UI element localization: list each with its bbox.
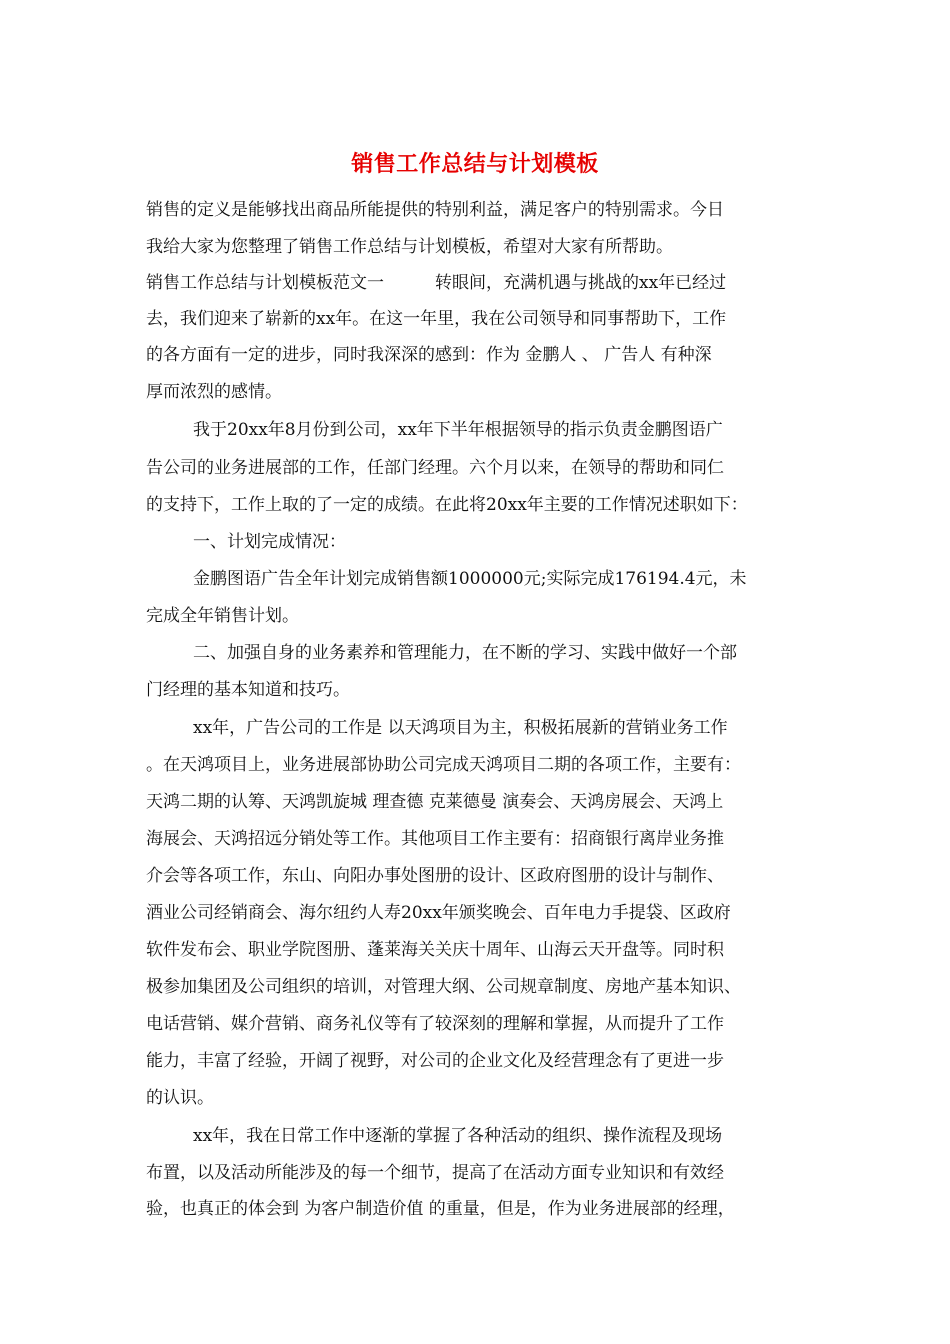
body-line: 我给大家为您整理了销售工作总结与计划模板，希望对大家有所帮助。 bbox=[146, 237, 673, 257]
body-line: 软件发布会、职业学院图册、蓬莱海关关庆十周年、山海云天开盘等。同时积 bbox=[146, 940, 724, 960]
body-line: 销售的定义是能够找出商品所能提供的特别利益，满足客户的特别需求。今日 bbox=[146, 200, 724, 220]
body-line: 验，也真正的体会到 为客户制造价值 的重量，但是，作为业务进展部的经理， bbox=[146, 1199, 735, 1219]
body-line: 厚而浓烈的感情。 bbox=[146, 382, 282, 402]
body-line: 销售工作总结与计划模板范文一 转眼间，充满机遇与挑战的xx年已经过 bbox=[146, 273, 727, 293]
body-line: 电话营销、媒介营销、商务礼仪等有了较深刻的理解和掌握，从而提升了工作 bbox=[146, 1014, 724, 1034]
body-line: 布置，以及活动所能涉及的每一个细节，提高了在活动方面专业知识和有效经 bbox=[146, 1163, 724, 1183]
body-line: 门经理的基本知道和技巧。 bbox=[146, 680, 350, 700]
body-line: 我于20xx年8月份到公司，xx年下半年根据领导的指示负责金鹏图语广 bbox=[193, 420, 723, 440]
body-line: 去，我们迎来了崭新的xx年。在这一年里，我在公司领导和同事帮助下，工作 bbox=[146, 309, 727, 329]
document-title: 销售工作总结与计划模板 bbox=[351, 151, 599, 177]
body-line: 二、加强自身的业务素养和管理能力，在不断的学习、实践中做好一个部 bbox=[193, 643, 737, 663]
body-line: 一、计划完成情况： bbox=[193, 532, 346, 552]
body-line: 完成全年销售计划。 bbox=[146, 606, 299, 626]
body-line: 能力，丰富了经验，开阔了视野，对公司的企业文化及经营理念有了更进一步 bbox=[146, 1051, 724, 1071]
body-line: 的各方面有一定的进步，同时我深深的感到：作为 金鹏人 、 广告人 有种深 bbox=[146, 345, 712, 365]
body-line: 的支持下，工作上取的了一定的成绩。在此将20xx年主要的工作情况述职如下： bbox=[146, 495, 748, 515]
body-line: 金鹏图语广告全年计划完成销售额1000000元;实际完成176194.4元，未 bbox=[193, 569, 747, 589]
body-line: 介会等各项工作，东山、向阳办事处图册的设计、区政府图册的设计与制作、 bbox=[146, 866, 724, 886]
body-line: 的认识。 bbox=[146, 1088, 214, 1108]
body-line: 海展会、天鸿招远分销处等工作。其他项目工作主要有：招商银行离岸业务推 bbox=[146, 829, 724, 849]
body-line: xx年，我在日常工作中逐渐的掌握了各种活动的组织、操作流程及现场 bbox=[193, 1126, 723, 1146]
body-line: 天鸿二期的认筹、天鸿凯旋城 理查德 克莱德曼 演奏会、天鸿房展会、天鸿上 bbox=[146, 792, 724, 812]
body-line: 酒业公司经销商会、海尔纽约人寿20xx年颁奖晚会、百年电力手提袋、区政府 bbox=[146, 903, 731, 923]
body-line: xx年，广告公司的工作是 以天鸿项目为主，积极拓展新的营销业务工作 bbox=[193, 718, 728, 738]
body-line: 极参加集团及公司组织的培训，对管理大纲、公司规章制度、房地产基本知识、 bbox=[146, 977, 741, 997]
body-line: 。在天鸿项目上，业务进展部协助公司完成天鸿项目二期的各项工作，主要有： bbox=[146, 755, 741, 775]
body-line: 告公司的业务进展部的工作，任部门经理。六个月以来，在领导的帮助和同仁 bbox=[146, 458, 724, 478]
